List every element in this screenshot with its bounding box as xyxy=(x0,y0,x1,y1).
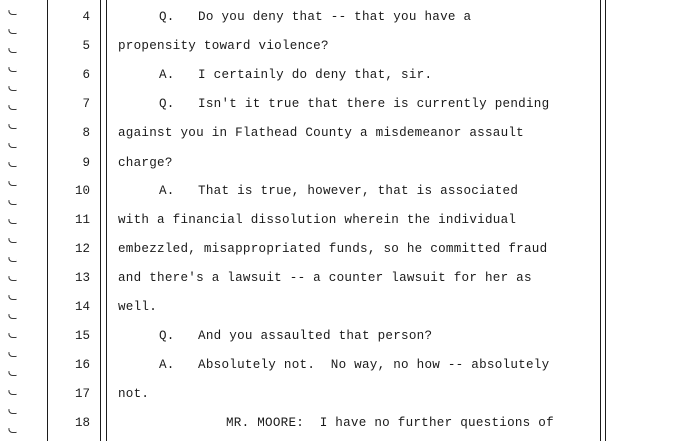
transcript-line: MR. MOORE: I have no further questions of xyxy=(226,416,554,430)
line-number: 10 xyxy=(74,184,90,198)
transcript-line: and there's a lawsuit -- a counter lawsuit for her as xyxy=(118,271,532,285)
binder-tick xyxy=(8,181,18,186)
line-number: 14 xyxy=(74,300,90,314)
binder-tick xyxy=(8,29,18,34)
line-number: 9 xyxy=(82,156,90,170)
margin-rule xyxy=(600,0,601,441)
binder-tick xyxy=(8,143,18,148)
binder-tick xyxy=(8,86,18,91)
line-number: 16 xyxy=(74,358,90,372)
binder-tick xyxy=(8,48,18,53)
line-number: 6 xyxy=(82,68,90,82)
binder-tick xyxy=(8,10,18,15)
binder-tick xyxy=(8,314,18,319)
margin-rule xyxy=(106,0,107,441)
binder-tick xyxy=(8,295,18,300)
transcript-line: not. xyxy=(118,387,150,401)
binder-tick xyxy=(8,124,18,129)
binder-margin xyxy=(0,0,20,441)
margin-rule xyxy=(605,0,606,441)
line-number: 8 xyxy=(82,126,90,140)
line-number: 13 xyxy=(74,271,90,285)
binder-tick xyxy=(8,219,18,224)
transcript-line: A. Absolutely not. No way, no how -- absolutely xyxy=(159,358,550,372)
line-number: 15 xyxy=(74,329,90,343)
margin-rule xyxy=(47,0,48,441)
binder-tick xyxy=(8,409,18,414)
transcript-line: A. That is true, however, that is associated xyxy=(159,184,519,198)
binder-tick xyxy=(8,276,18,281)
binder-tick xyxy=(8,428,18,433)
line-number: 17 xyxy=(74,387,90,401)
line-number: 12 xyxy=(74,242,90,256)
transcript-line: embezzled, misappropriated funds, so he committed fraud xyxy=(118,242,548,256)
transcript-line: A. I certainly do deny that, sir. xyxy=(159,68,433,82)
binder-tick xyxy=(8,162,18,167)
line-number: 11 xyxy=(74,213,90,227)
transcript-line: well. xyxy=(118,300,158,314)
binder-tick xyxy=(8,371,18,376)
line-number: 7 xyxy=(82,97,90,111)
line-number: 4 xyxy=(82,10,90,24)
transcript-line: Q. Isn't it true that there is currently pending xyxy=(159,97,550,111)
binder-tick xyxy=(8,390,18,395)
transcript-line: propensity toward violence? xyxy=(118,39,329,53)
binder-tick xyxy=(8,67,18,72)
transcript-line: charge? xyxy=(118,156,173,170)
binder-tick xyxy=(8,105,18,110)
transcript-line: against you in Flathead County a misdemeanor assault xyxy=(118,126,524,140)
binder-tick xyxy=(8,257,18,262)
binder-tick xyxy=(8,200,18,205)
binder-tick xyxy=(8,352,18,357)
line-number: 18 xyxy=(74,416,90,430)
line-number: 5 xyxy=(82,39,90,53)
binder-tick xyxy=(8,333,18,338)
transcript-line: with a financial dissolution wherein the individual xyxy=(118,213,517,227)
binder-tick xyxy=(8,238,18,243)
margin-rule xyxy=(100,0,101,441)
transcript-line: Q. Do you deny that -- that you have a xyxy=(159,10,472,24)
transcript-line: Q. And you assaulted that person? xyxy=(159,329,433,343)
